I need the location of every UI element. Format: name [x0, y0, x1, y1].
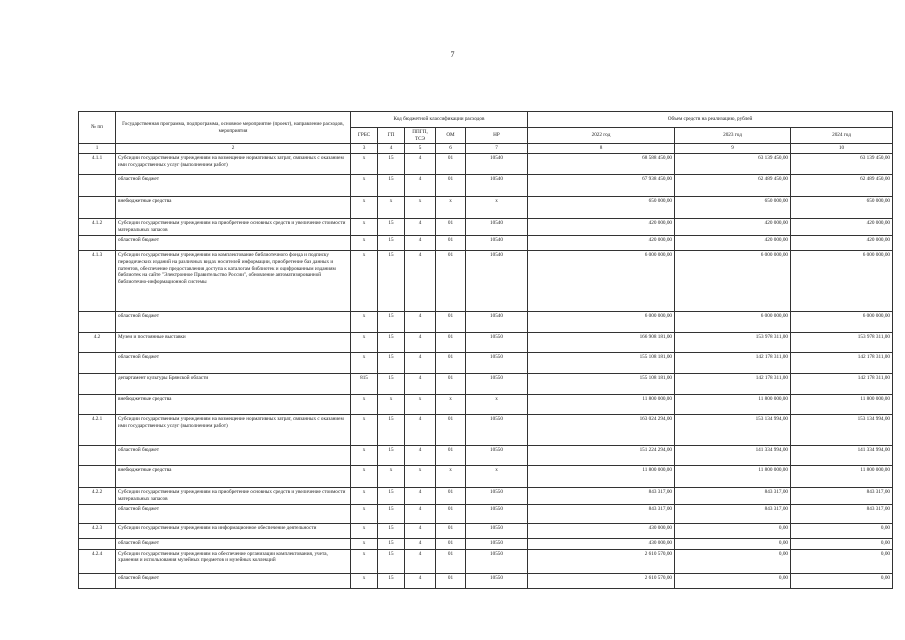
- cell-grbs: х: [351, 504, 378, 523]
- column-number: 3: [351, 144, 378, 154]
- cell-grbs: х: [351, 333, 378, 353]
- cell-gp: 15: [378, 523, 405, 538]
- cell-2024: 63 139 450,00: [791, 154, 893, 175]
- header-2024: 2024 год: [791, 128, 893, 144]
- cell-gp: 15: [378, 236, 405, 251]
- cell-2022: 166 908 181,00: [528, 333, 675, 353]
- cell-2023: 843 317,00: [675, 488, 791, 504]
- cell-grbs: 815: [351, 374, 378, 395]
- cell-om: 01: [436, 219, 466, 236]
- cell-grbs: х: [351, 175, 378, 197]
- cell-nr: 10550: [466, 353, 528, 374]
- cell-grbs: х: [351, 219, 378, 236]
- cell-om: х: [436, 466, 466, 488]
- row-number: [79, 395, 116, 415]
- row-name: областной бюджет: [116, 538, 351, 549]
- header-gp: ГП: [378, 128, 405, 144]
- cell-grbs: х: [351, 446, 378, 466]
- row-number: 4.1.3: [79, 251, 116, 312]
- cell-ppgp: 4: [405, 353, 436, 374]
- header-2023: 2023 год: [675, 128, 791, 144]
- cell-2022: 420 000,00: [528, 236, 675, 251]
- cell-grbs: х: [351, 154, 378, 175]
- cell-2023: 142 178 311,00: [675, 353, 791, 374]
- row-name: департамент культуры Брянской области: [116, 374, 351, 395]
- cell-gp: 15: [378, 504, 405, 523]
- cell-gp: х: [378, 466, 405, 488]
- cell-2022: 151 224 294,00: [528, 446, 675, 466]
- cell-om: 01: [436, 236, 466, 251]
- cell-2024: 420 000,00: [791, 236, 893, 251]
- cell-om: 01: [436, 374, 466, 395]
- cell-nr: 10550: [466, 504, 528, 523]
- cell-2023: 153 978 311,00: [675, 333, 791, 353]
- cell-gp: 15: [378, 219, 405, 236]
- row-name: Субсидии государственным учреждениям на обеспечение организации комплектования, учета, хранения и использования музейных предметов и музейных коллекций: [116, 549, 351, 573]
- row-name: внебюджетные средства: [116, 197, 351, 219]
- cell-2022: 155 108 181,00: [528, 374, 675, 395]
- cell-ppgp: 4: [405, 523, 436, 538]
- cell-2024: 153 978 311,00: [791, 333, 893, 353]
- cell-gp: 15: [378, 446, 405, 466]
- cell-2023: 0,00: [675, 549, 791, 573]
- cell-2024: 6 000 000,00: [791, 251, 893, 312]
- table-row: [79, 538, 893, 549]
- cell-gp: 15: [378, 353, 405, 374]
- column-number: 2: [116, 144, 351, 154]
- cell-2022: 68 588 450,00: [528, 154, 675, 175]
- column-number: 8: [528, 144, 675, 154]
- cell-ppgp: 4: [405, 154, 436, 175]
- cell-ppgp: 4: [405, 333, 436, 353]
- cell-2023: 153 134 994,00: [675, 415, 791, 446]
- cell-ppgp: 4: [405, 175, 436, 197]
- header-2022: 2022 год: [528, 128, 675, 144]
- row-number: 4.2.4: [79, 549, 116, 573]
- table-row: [79, 573, 893, 588]
- cell-om: 01: [436, 549, 466, 573]
- row-number: [79, 504, 116, 523]
- cell-2022: 11 800 000,00: [528, 466, 675, 488]
- cell-om: 01: [436, 175, 466, 197]
- table-row: [79, 523, 893, 538]
- cell-om: 01: [436, 154, 466, 175]
- cell-2022: 6 000 000,00: [528, 251, 675, 312]
- table-body: [79, 154, 893, 588]
- cell-nr: х: [466, 466, 528, 488]
- cell-gp: 15: [378, 154, 405, 175]
- column-number-row: [79, 144, 893, 154]
- cell-om: 01: [436, 353, 466, 374]
- header-code-group: Код бюджетной классификации расходов: [351, 112, 528, 128]
- cell-om: 01: [436, 251, 466, 312]
- cell-ppgp: х: [405, 197, 436, 219]
- cell-2023: 0,00: [675, 573, 791, 588]
- cell-nr: 10540: [466, 251, 528, 312]
- cell-om: х: [436, 197, 466, 219]
- row-name: областной бюджет: [116, 446, 351, 466]
- cell-2024: 843 317,00: [791, 504, 893, 523]
- cell-2022: 163 024 294,00: [528, 415, 675, 446]
- cell-2024: 142 178 311,00: [791, 374, 893, 395]
- cell-gp: х: [378, 197, 405, 219]
- cell-2022: 6 000 000,00: [528, 312, 675, 333]
- header-nr: НР: [466, 128, 528, 144]
- row-name: областной бюджет: [116, 312, 351, 333]
- row-number: 4.2.1: [79, 415, 116, 446]
- cell-2023: 63 139 450,00: [675, 154, 791, 175]
- row-number: 4.2.3: [79, 523, 116, 538]
- cell-ppgp: 4: [405, 236, 436, 251]
- cell-2023: 0,00: [675, 523, 791, 538]
- cell-2023: 0,00: [675, 538, 791, 549]
- cell-2022: 843 317,00: [528, 504, 675, 523]
- table-row: [79, 466, 893, 488]
- cell-gp: 15: [378, 175, 405, 197]
- cell-om: 01: [436, 523, 466, 538]
- cell-2024: 62 489 450,00: [791, 175, 893, 197]
- cell-om: 01: [436, 415, 466, 446]
- table-row: [79, 395, 893, 415]
- cell-om: х: [436, 395, 466, 415]
- row-number: [79, 374, 116, 395]
- cell-gp: 15: [378, 312, 405, 333]
- row-number: [79, 312, 116, 333]
- row-name: областной бюджет: [116, 504, 351, 523]
- cell-nr: 10550: [466, 333, 528, 353]
- cell-ppgp: 4: [405, 538, 436, 549]
- cell-grbs: х: [351, 415, 378, 446]
- header-om: ОМ: [436, 128, 466, 144]
- header-num: № пп: [79, 112, 116, 144]
- cell-nr: 10540: [466, 312, 528, 333]
- cell-om: 01: [436, 504, 466, 523]
- cell-grbs: х: [351, 236, 378, 251]
- row-name: Субсидии государственным учреждениям на приобретение основных средств и увеличение стоимости материальных запасов: [116, 488, 351, 504]
- cell-2022: 2 610 570,00: [528, 573, 675, 588]
- row-name: внебюджетные средства: [116, 466, 351, 488]
- cell-nr: 10540: [466, 219, 528, 236]
- cell-grbs: х: [351, 523, 378, 538]
- cell-grbs: х: [351, 549, 378, 573]
- cell-grbs: х: [351, 395, 378, 415]
- cell-om: 01: [436, 333, 466, 353]
- cell-grbs: х: [351, 353, 378, 374]
- cell-2022: 420 000,00: [528, 219, 675, 236]
- cell-gp: 15: [378, 374, 405, 395]
- page-number: 7: [450, 50, 455, 59]
- cell-2024: 0,00: [791, 549, 893, 573]
- header-row-top: [79, 112, 893, 128]
- cell-nr: 10550: [466, 538, 528, 549]
- cell-2024: 11 800 000,00: [791, 395, 893, 415]
- cell-grbs: х: [351, 488, 378, 504]
- cell-ppgp: 4: [405, 504, 436, 523]
- table-row: [79, 219, 893, 236]
- table-row: [79, 251, 893, 312]
- cell-ppgp: х: [405, 466, 436, 488]
- cell-om: 01: [436, 446, 466, 466]
- header-grbs: ГРБС: [351, 128, 378, 144]
- cell-2024: 141 334 994,00: [791, 446, 893, 466]
- cell-ppgp: 4: [405, 488, 436, 504]
- cell-2024: 843 317,00: [791, 488, 893, 504]
- table-row: [79, 333, 893, 353]
- row-number: [79, 466, 116, 488]
- cell-ppgp: 4: [405, 219, 436, 236]
- row-number: 4.1.2: [79, 219, 116, 236]
- cell-ppgp: 4: [405, 415, 436, 446]
- header-ppgp: ППГП, ТСЭ: [405, 128, 436, 144]
- cell-ppgp: 4: [405, 251, 436, 312]
- column-number: 5: [405, 144, 436, 154]
- table-row: [79, 504, 893, 523]
- cell-nr: 10540: [466, 175, 528, 197]
- column-number: 7: [466, 144, 528, 154]
- column-number: 10: [791, 144, 893, 154]
- cell-grbs: х: [351, 538, 378, 549]
- cell-nr: х: [466, 395, 528, 415]
- cell-2023: 6 000 000,00: [675, 312, 791, 333]
- cell-2023: 142 178 311,00: [675, 374, 791, 395]
- cell-2024: 0,00: [791, 523, 893, 538]
- row-number: [79, 236, 116, 251]
- cell-nr: х: [466, 197, 528, 219]
- cell-2022: 430 000,00: [528, 523, 675, 538]
- table-row: [79, 374, 893, 395]
- row-name: областной бюджет: [116, 573, 351, 588]
- row-name: Субсидии государственным учреждениям на возмещение нормативных затрат, связанных с оказанием ими государственных услуг (выполнением работ): [116, 154, 351, 175]
- cell-2023: 62 489 450,00: [675, 175, 791, 197]
- row-name: Субсидии государственным учреждениям на информационное обеспечение деятельности: [116, 523, 351, 538]
- cell-2022: 843 317,00: [528, 488, 675, 504]
- cell-nr: 10550: [466, 374, 528, 395]
- cell-2024: 11 800 000,00: [791, 466, 893, 488]
- cell-grbs: х: [351, 251, 378, 312]
- cell-2022: 67 938 450,00: [528, 175, 675, 197]
- cell-2023: 843 317,00: [675, 504, 791, 523]
- cell-nr: 10550: [466, 446, 528, 466]
- table-row: [79, 488, 893, 504]
- row-number: [79, 197, 116, 219]
- cell-2023: 141 334 994,00: [675, 446, 791, 466]
- cell-gp: 15: [378, 488, 405, 504]
- cell-2024: 650 000,00: [791, 197, 893, 219]
- cell-nr: 10550: [466, 523, 528, 538]
- table-row: [79, 415, 893, 446]
- cell-om: 01: [436, 573, 466, 588]
- cell-nr: 10550: [466, 488, 528, 504]
- cell-nr: 10540: [466, 236, 528, 251]
- column-number: 1: [79, 144, 116, 154]
- cell-gp: 15: [378, 549, 405, 573]
- row-number: 4.1.1: [79, 154, 116, 175]
- row-number: 4.2: [79, 333, 116, 353]
- cell-grbs: х: [351, 573, 378, 588]
- cell-om: 01: [436, 488, 466, 504]
- column-number: 4: [378, 144, 405, 154]
- row-name: областной бюджет: [116, 236, 351, 251]
- table-row: [79, 549, 893, 573]
- cell-ppgp: 4: [405, 446, 436, 466]
- row-name: Субсидии государственным учреждениям на комплектование библиотечного фонда и подписку периодических изданий на различных видах носителей информации, приобретение баз данных и патентов, обеспечение предоставления доступа к каталогам библиотек и оцифрованным изданиям библиотек на сайте "Электронное Правительство России", обновление автоматизированной библиотечно-информационной системы: [116, 251, 351, 312]
- cell-ppgp: 4: [405, 549, 436, 573]
- row-name: Субсидии государственным учреждениям на возмещение нормативных затрат, связанных с оказанием ими государственных услуг (выполнением работ): [116, 415, 351, 446]
- cell-2024: 420 000,00: [791, 219, 893, 236]
- cell-nr: 10550: [466, 415, 528, 446]
- cell-gp: 15: [378, 573, 405, 588]
- table-row: [79, 236, 893, 251]
- cell-2024: 0,00: [791, 573, 893, 588]
- cell-ppgp: х: [405, 395, 436, 415]
- table-row: [79, 353, 893, 374]
- table-row: [79, 197, 893, 219]
- cell-om: 01: [436, 538, 466, 549]
- table-row: [79, 154, 893, 175]
- cell-2024: 0,00: [791, 538, 893, 549]
- cell-gp: 15: [378, 333, 405, 353]
- cell-2023: 6 000 000,00: [675, 251, 791, 312]
- table-row: [79, 312, 893, 333]
- cell-grbs: х: [351, 312, 378, 333]
- row-name: областной бюджет: [116, 353, 351, 374]
- cell-2022: 11 800 000,00: [528, 395, 675, 415]
- cell-2023: 420 000,00: [675, 219, 791, 236]
- cell-grbs: х: [351, 197, 378, 219]
- cell-2024: 153 134 994,00: [791, 415, 893, 446]
- header-volume-group: Объем средств на реализацию, рублей: [528, 112, 893, 128]
- cell-2024: 142 178 311,00: [791, 353, 893, 374]
- cell-2022: 2 610 570,00: [528, 549, 675, 573]
- row-number: [79, 538, 116, 549]
- cell-ppgp: 4: [405, 573, 436, 588]
- column-number: 6: [436, 144, 466, 154]
- budget-table: [78, 111, 893, 589]
- row-number: 4.2.2: [79, 488, 116, 504]
- cell-2023: 11 800 000,00: [675, 395, 791, 415]
- cell-gp: 15: [378, 251, 405, 312]
- cell-nr: 10550: [466, 549, 528, 573]
- table-row: [79, 175, 893, 197]
- cell-ppgp: 4: [405, 312, 436, 333]
- cell-grbs: х: [351, 466, 378, 488]
- cell-nr: 10540: [466, 154, 528, 175]
- row-number: [79, 573, 116, 588]
- cell-gp: 15: [378, 415, 405, 446]
- column-number: 9: [675, 144, 791, 154]
- cell-2023: 11 800 000,00: [675, 466, 791, 488]
- cell-nr: 10550: [466, 573, 528, 588]
- row-name: Музеи и постоянные выставки: [116, 333, 351, 353]
- cell-2022: 430 000,00: [528, 538, 675, 549]
- row-number: [79, 446, 116, 466]
- cell-om: 01: [436, 312, 466, 333]
- cell-2022: 650 000,00: [528, 197, 675, 219]
- header-program: Государственная программа, подпрограмма, основное мероприятие (проект), направление расходов, мероприятия: [116, 112, 351, 144]
- cell-ppgp: 4: [405, 374, 436, 395]
- row-number: [79, 353, 116, 374]
- cell-2023: 420 000,00: [675, 236, 791, 251]
- row-name: Субсидии государственным учреждениям на приобретение основных средств и увеличение стоимости материальных запасов: [116, 219, 351, 236]
- cell-2022: 155 108 181,00: [528, 353, 675, 374]
- row-number: [79, 175, 116, 197]
- cell-2023: 650 000,00: [675, 197, 791, 219]
- cell-gp: 15: [378, 538, 405, 549]
- cell-gp: х: [378, 395, 405, 415]
- cell-2024: 6 000 000,00: [791, 312, 893, 333]
- table-row: [79, 446, 893, 466]
- row-name: областной бюджет: [116, 175, 351, 197]
- row-name: внебюджетные средства: [116, 395, 351, 415]
